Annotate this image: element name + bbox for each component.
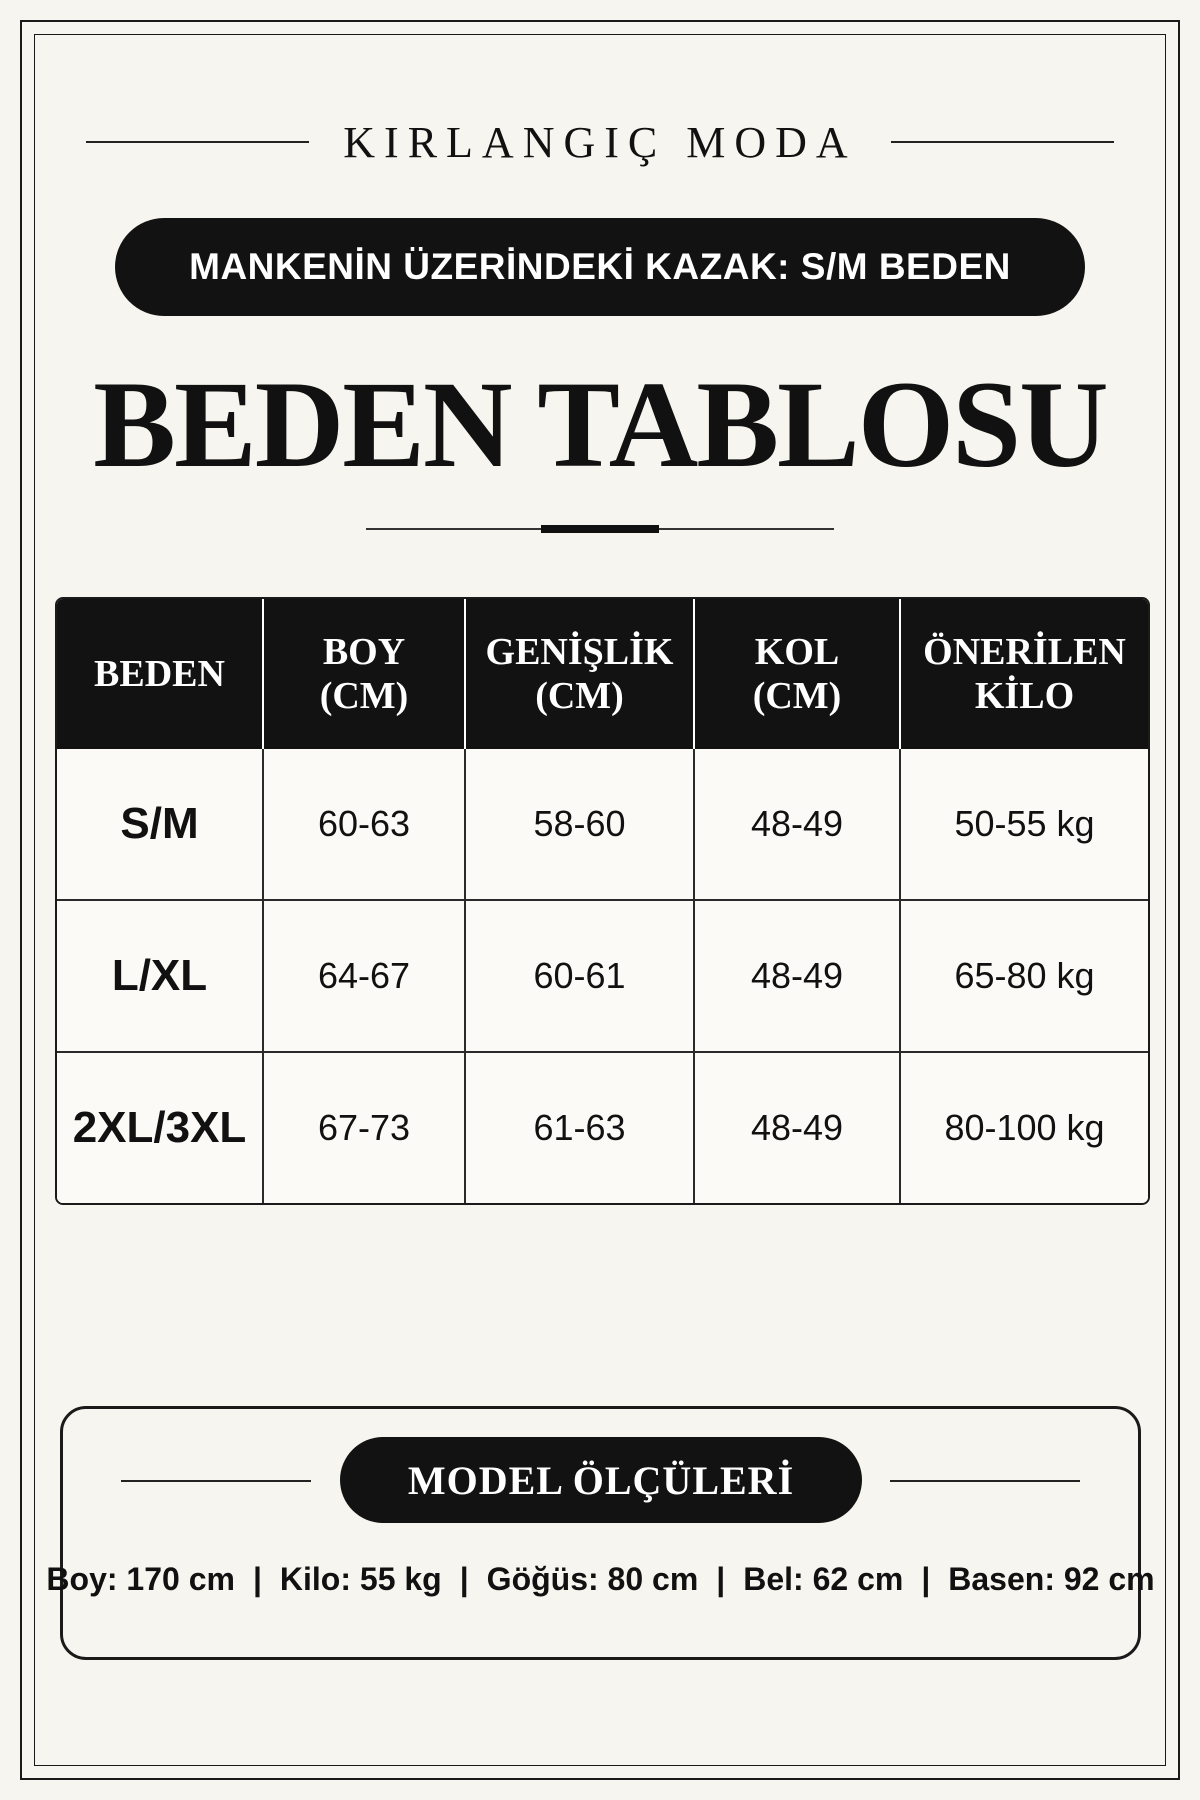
brand-header (86, 112, 1114, 172)
length-cell: 60-63 (263, 749, 465, 900)
table-row (57, 900, 1148, 1052)
model-size-banner (115, 218, 1085, 316)
model-measurements-box (46, 1406, 1155, 1660)
header-size: BEDEN (57, 599, 263, 749)
sleeve-cell: 48-49 (694, 749, 900, 900)
page-title: BEDEN TABLOSU (93, 356, 1107, 493)
brand-line-left (86, 141, 309, 143)
size-chart-table (55, 597, 1150, 1205)
header-sleeve: KOL (CM) (694, 599, 900, 749)
length-cell: 64-67 (263, 900, 465, 1052)
brand-name: KIRLANGIÇ MODA (343, 117, 857, 167)
sleeve-cell: 48-49 (694, 1052, 900, 1203)
length-cell: 67-73 (263, 1052, 465, 1203)
measurement-separator: | (252, 1561, 262, 1597)
table-row (57, 749, 1148, 900)
measurement-height: Boy: 170 cm (46, 1561, 235, 1597)
model-measurements-title: MODEL ÖLÇÜLERİ (407, 1457, 795, 1503)
model-line-right (890, 1480, 1080, 1482)
table-header-row (57, 599, 1148, 749)
width-cell: 58-60 (465, 749, 694, 900)
model-size-banner-text: MANKENİN ÜZERİNDEKİ KAZAK: S/M BEDEN (189, 246, 1011, 287)
measurement-chest: Göğüs: 80 cm (486, 1561, 699, 1597)
measurement-waist: Bel: 62 cm (743, 1561, 904, 1597)
sleeve-cell: 48-49 (694, 900, 900, 1052)
header-width: GENİŞLİK (CM) (465, 599, 694, 749)
model-measurements-row (46, 1561, 1155, 1598)
width-cell: 61-63 (465, 1052, 694, 1203)
header-length: BOY (CM) (263, 599, 465, 749)
measurement-separator: | (459, 1561, 469, 1597)
brand-line-right (891, 141, 1114, 143)
measurement-weight: Kilo: 55 kg (279, 1561, 442, 1597)
measurement-separator: | (921, 1561, 931, 1597)
model-line-left (121, 1480, 311, 1482)
size-cell: 2XL/3XL (57, 1052, 263, 1203)
width-cell: 60-61 (465, 900, 694, 1052)
title-divider-accent (541, 525, 659, 533)
size-cell: L/XL (57, 900, 263, 1052)
weight-cell: 80-100 kg (900, 1052, 1148, 1203)
weight-cell: 50-55 kg (900, 749, 1148, 900)
measurement-separator: | (716, 1561, 726, 1597)
size-cell: S/M (57, 749, 263, 900)
model-measurements-title-pill (340, 1437, 862, 1523)
header-recommended-weight: ÖNERİLEN KİLO (900, 599, 1148, 749)
measurement-hips: Basen: 92 cm (948, 1561, 1155, 1597)
table-row (57, 1052, 1148, 1203)
weight-cell: 65-80 kg (900, 900, 1148, 1052)
